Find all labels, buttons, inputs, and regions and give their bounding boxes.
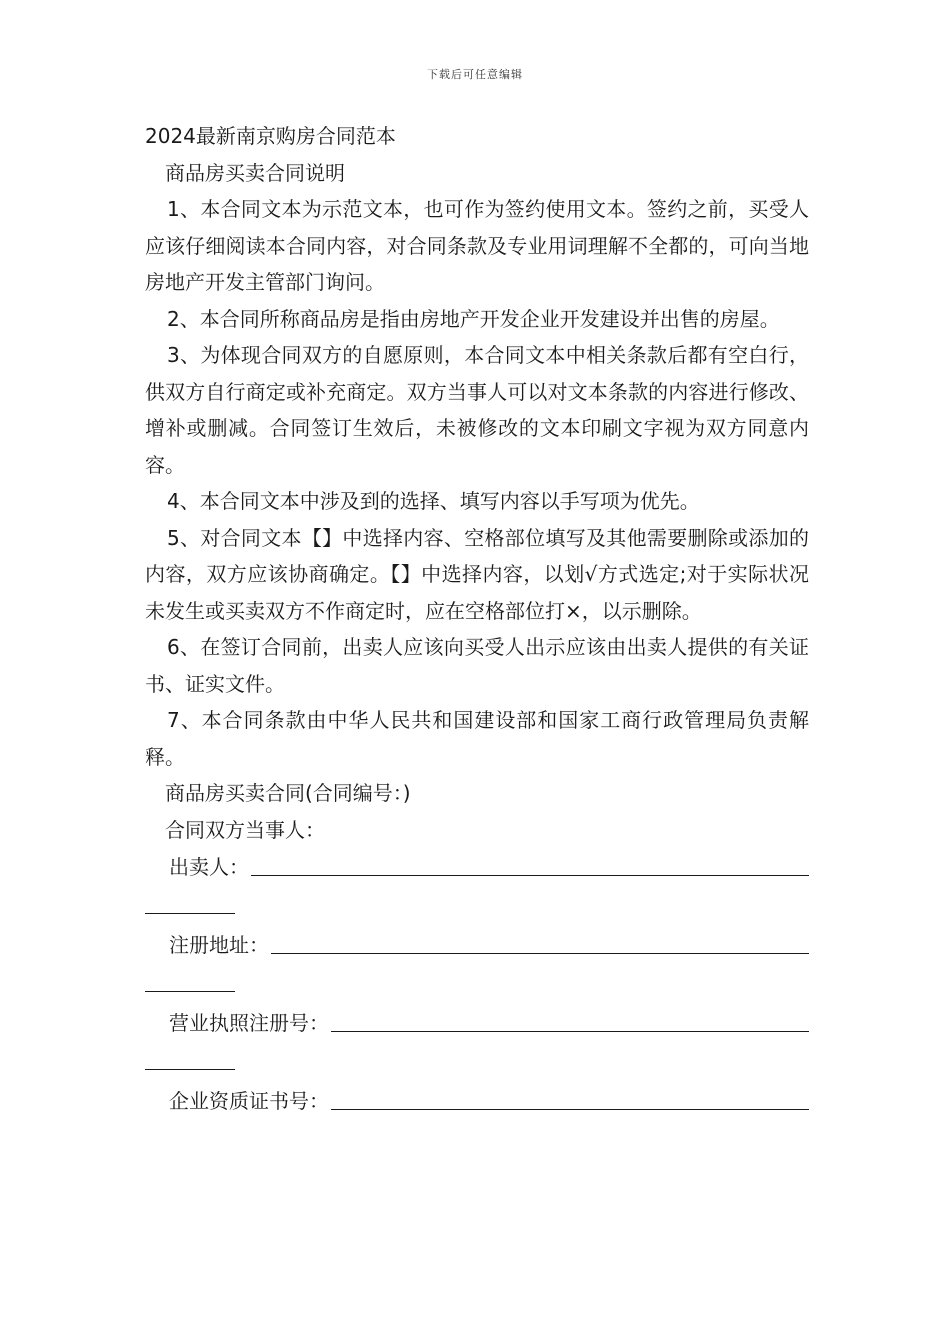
intro-heading: 商品房买卖合同说明 <box>165 160 345 185</box>
seller-field <box>145 848 809 885</box>
document-body <box>145 118 809 1119</box>
parties-heading: 合同双方当事人： <box>165 817 325 842</box>
clause-5: 5、对合同文本【】中选择内容、空格部位填写及其他需要删除或添加的内容，双方应该协商确定。【】中选择内容，以划√方式选定;对于实际状况未发生或买卖双方不作商定时，应在空格部位打×，以示删除。 <box>145 525 809 623</box>
registered-address-blank-line-continued <box>145 969 235 992</box>
seller-blank-line-continued <box>145 891 235 914</box>
seller-blank-line <box>251 875 809 876</box>
seller-label: 出卖人： <box>169 854 249 879</box>
qualification-cert-blank-line <box>331 1109 809 1110</box>
qualification-cert-label: 企业资质证书号： <box>169 1088 329 1113</box>
business-license-blank-line-continued <box>145 1047 235 1070</box>
registered-address-label: 注册地址： <box>169 932 269 957</box>
business-license-blank-line <box>331 1031 809 1032</box>
business-license-field <box>145 1004 809 1041</box>
contract-heading: 商品房买卖合同(合同编号：) <box>165 781 411 805</box>
page-header-note: 下载后可任意编辑 <box>427 68 523 81</box>
clause-4: 4、本合同文本中涉及到的选择、填写内容以手写项为优先。 <box>167 489 700 513</box>
qualification-cert-field <box>145 1082 809 1119</box>
clause-1: 1、本合同文本为示范文本，也可作为签约使用文本。签约之前，买受人应该仔细阅读本合同内容，对合同条款及专业用词理解不全都的，可向当地房地产开发主管部门询问。 <box>145 197 809 294</box>
clause-7: 7、本合同条款由中华人民共和国建设部和国家工商行政管理局负责解释。 <box>145 708 809 769</box>
document-title: 2024最新南京购房合同范本 <box>145 124 396 148</box>
clause-3: 3、为体现合同双方的自愿原则，本合同文本中相关条款后都有空白行，供双方自行商定或补充商定。双方当事人可以对文本条款的内容进行修改、增补或删减。合同签订生效后，未被修改的文本印刷文字视为双方同意内容。 <box>145 343 809 477</box>
business-license-label: 营业执照注册号： <box>169 1010 329 1035</box>
clause-2: 2、本合同所称商品房是指由房地产开发企业开发建设并出售的房屋。 <box>167 306 780 331</box>
registered-address-field <box>145 926 809 963</box>
clause-6: 6、在签订合同前，出卖人应该向买受人出示应该由出卖人提供的有关证书、证实文件。 <box>145 635 809 696</box>
registered-address-blank-line <box>271 953 809 954</box>
